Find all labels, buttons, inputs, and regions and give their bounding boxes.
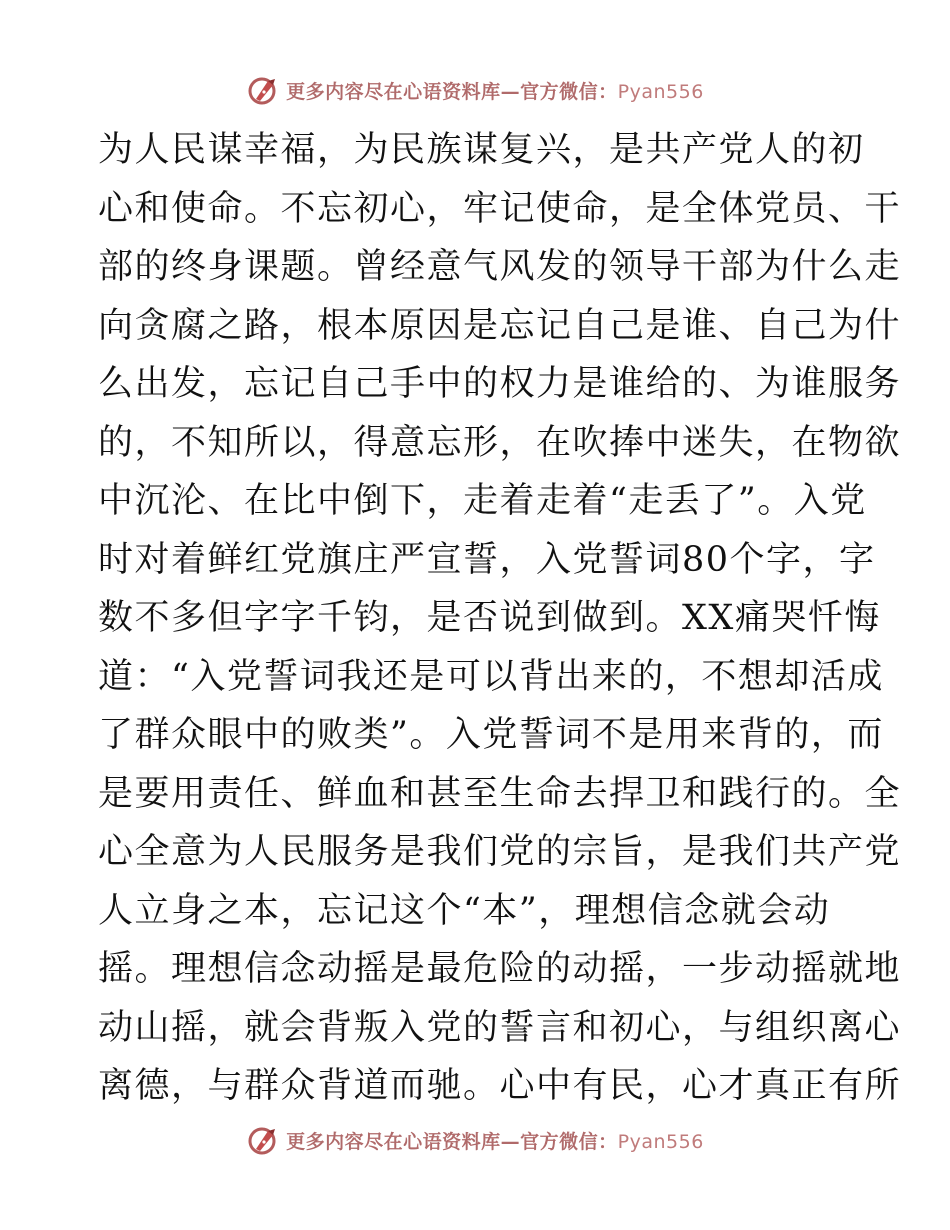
text-line: 时对着鲜红党旗庄严宣誓，入党誓词80个字，字 [98, 539, 876, 580]
text-line: 离德，与群众背道而驰。心中有民，心才真正有所 [98, 1066, 902, 1106]
text-line: 是要用责任、鲜血和甚至生命去捍卫和践行的。全 [98, 773, 902, 814]
wechat-id: Pyan556 [617, 1130, 704, 1153]
text-line: 摇。理想信念动摇是最危险的动摇，一步动摇就地 [98, 949, 902, 989]
text-line: 向贪腐之路，根本原因是忘记自己是谁、自己为什 [98, 305, 902, 346]
text-line: 动山摇，就会背叛入党的誓言和初心，与组织离心 [98, 1007, 902, 1048]
text-line: 人立身之本，忘记这个“本”，理想信念就会动 [98, 890, 831, 931]
text-line: 中沉沦、在比中倒下，走着走着“走丢了”。入党 [98, 481, 867, 521]
watermark-text: 更多内容尽在心语资料库—官方微信：Pyan556 [286, 80, 704, 103]
pen-nib-circle-icon [246, 1123, 280, 1157]
pen-nib-circle-icon [246, 73, 280, 107]
text-line: 心全意为人民服务是我们党的宗旨，是我们共产党 [98, 832, 902, 872]
text-line: 为人民谋幸福，为民族谋复兴，是共产党人的初 [98, 130, 865, 170]
text-line: 数不多但字字千钧，是否说到做到。XX痛哭忏悔 [98, 598, 881, 638]
document-body [98, 121, 902, 1116]
text-line: 部的终身课题。曾经意气风发的领导干部为什么走 [98, 247, 902, 287]
footer-watermark-banner [0, 1120, 950, 1160]
header-watermark-banner [0, 70, 950, 110]
watermark-text: 更多内容尽在心语资料库—官方微信：Pyan556 [286, 1130, 704, 1153]
wechat-id: Pyan556 [617, 80, 704, 103]
text-line: 心和使命。不忘初心，牢记使命，是全体党员、干 [98, 188, 902, 229]
text-line: 道：“入党誓词我还是可以背出来的，不想却活成 [98, 656, 884, 697]
text-line: 的，不知所以，得意忘形，在吹捧中迷失，在物欲 [98, 422, 902, 463]
text-line: 么出发，忘记自己手中的权力是谁给的、为谁服务 [98, 364, 902, 404]
text-line: 了群众眼中的败类”。入党誓词不是用来背的，而 [98, 715, 884, 755]
